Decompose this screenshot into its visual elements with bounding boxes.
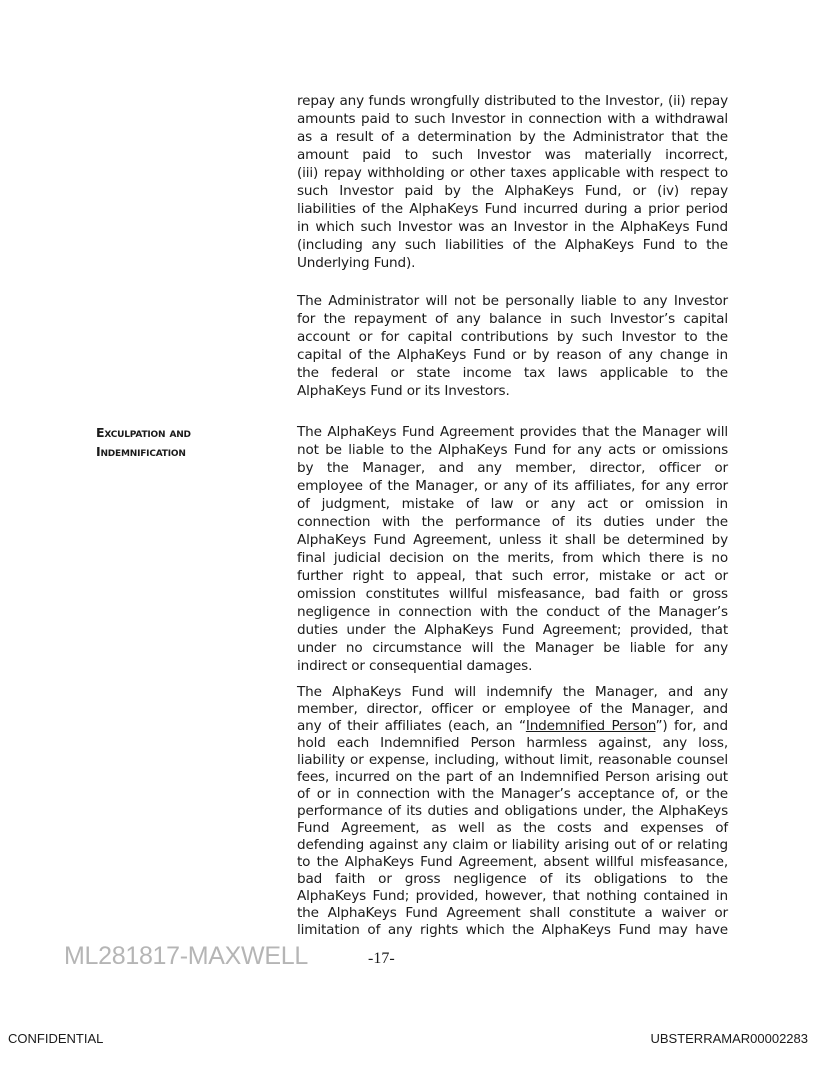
section-heading-exculpation bbox=[96, 423, 191, 461]
text-line bbox=[297, 718, 728, 735]
paragraph bbox=[297, 684, 728, 939]
text-line: omission constitutes willful misfeasance, bad faith or gross bbox=[297, 586, 728, 602]
text-line: employee of the Manager, or any of its affiliates, for any error bbox=[297, 478, 728, 494]
text-line: (iii) repay withholding or other taxes applicable with respect to bbox=[297, 165, 728, 181]
text-line: liabilities of the AlphaKeys Fund incurred during a prior period bbox=[297, 201, 728, 217]
text-segment: ”) for, and bbox=[655, 718, 728, 734]
text-line: hold each Indemnified Person harmless against, any loss, bbox=[297, 735, 728, 751]
text-line: duties under the AlphaKeys Fund Agreement; provided, that bbox=[297, 622, 728, 638]
watermark-id: ML281817-MAXWELL bbox=[64, 942, 308, 970]
text-line: final judicial decision on the merits, from which there is no bbox=[297, 550, 728, 566]
text-line: The Administrator will not be personally liable to any Investor bbox=[297, 293, 728, 309]
text-line: (including any such liabilities of the AlphaKeys Fund to the bbox=[297, 237, 728, 253]
text-line: repay any funds wrongfully distributed to the Investor, (ii) repay bbox=[297, 93, 728, 109]
text-line: capital of the AlphaKeys Fund or by reason of any change in bbox=[297, 347, 728, 363]
text-line: account or for capital contributions by such Investor to the bbox=[297, 329, 728, 345]
paragraph bbox=[297, 292, 728, 400]
text-line: further right to appeal, that such error, mistake or act or bbox=[297, 568, 728, 584]
text-line: by the Manager, and any member, director, officer or bbox=[297, 460, 728, 476]
text-line: liability or expense, including, without limit, reasonable counsel bbox=[297, 752, 728, 768]
text-line: AlphaKeys Fund Agreement, unless it shall be determined by bbox=[297, 532, 728, 548]
text-line: indirect or consequential damages. bbox=[297, 658, 533, 674]
text-line: the AlphaKeys Fund Agreement shall constitute a waiver or bbox=[297, 905, 728, 921]
text-line: Underlying Fund). bbox=[297, 255, 416, 271]
text-line: the federal or state income tax laws applicable to the bbox=[297, 365, 728, 381]
text-line: bad faith or gross negligence of its obligations to the bbox=[297, 871, 728, 887]
text-line: for the repayment of any balance in such Investor’s capital bbox=[297, 311, 728, 327]
page-number: -17- bbox=[368, 950, 395, 967]
text-line: The AlphaKeys Fund will indemnify the Manager, and any bbox=[297, 684, 728, 700]
text-line: such Investor paid by the AlphaKeys Fund, or (iv) repay bbox=[297, 183, 728, 199]
text-line: defending against any claim or liability arising out of or relating bbox=[297, 837, 728, 853]
section-heading-line: Indemnification bbox=[96, 444, 186, 459]
text-line: of or in connection with the Manager’s acceptance of, or the bbox=[297, 786, 728, 802]
text-line: amount paid to such Investor was materially incorrect, bbox=[297, 147, 728, 163]
text-segment: any of their affiliates (each, an “ bbox=[297, 718, 526, 734]
paragraph bbox=[297, 92, 728, 272]
text-line: The AlphaKeys Fund Agreement provides that the Manager will bbox=[297, 424, 728, 440]
text-line: Fund Agreement, as well as the costs and expenses of bbox=[297, 820, 728, 836]
text-line: connection with the performance of its duties under the bbox=[297, 514, 728, 530]
text-line: performance of its duties and obligations under, the AlphaKeys bbox=[297, 803, 728, 819]
text-line: of judgment, mistake of law or any act or omission in bbox=[297, 496, 728, 512]
section-heading-line: Exculpation and bbox=[96, 425, 191, 440]
text-line: under no circumstance will the Manager be liable for any bbox=[297, 640, 728, 656]
bates-number: UBSTERRAMAR00002283 bbox=[650, 1031, 808, 1046]
text-line: fees, incurred on the part of an Indemnified Person arising out bbox=[297, 769, 728, 785]
text-line: AlphaKeys Fund; provided, however, that nothing contained in bbox=[297, 888, 728, 904]
text-line: member, director, officer or employee of the Manager, and bbox=[297, 701, 728, 717]
paragraph bbox=[297, 423, 728, 675]
text-line: AlphaKeys Fund or its Investors. bbox=[297, 383, 510, 399]
text-line: not be liable to the AlphaKeys Fund for any acts or omissions bbox=[297, 442, 728, 458]
text-line: as a result of a determination by the Administrator that the bbox=[297, 129, 728, 145]
text-line: limitation of any rights which the AlphaKeys Fund may have bbox=[297, 922, 728, 938]
text-line: negligence in connection with the conduct of the Manager’s bbox=[297, 604, 728, 620]
text-line: to the AlphaKeys Fund Agreement, absent willful misfeasance, bbox=[297, 854, 728, 870]
text-line: amounts paid to such Investor in connection with a withdrawal bbox=[297, 111, 728, 127]
defined-term: Indemnified Person bbox=[525, 718, 656, 734]
confidential-label: CONFIDENTIAL bbox=[8, 1031, 104, 1046]
text-line: in which such Investor was an Investor in the AlphaKeys Fund bbox=[297, 219, 728, 235]
